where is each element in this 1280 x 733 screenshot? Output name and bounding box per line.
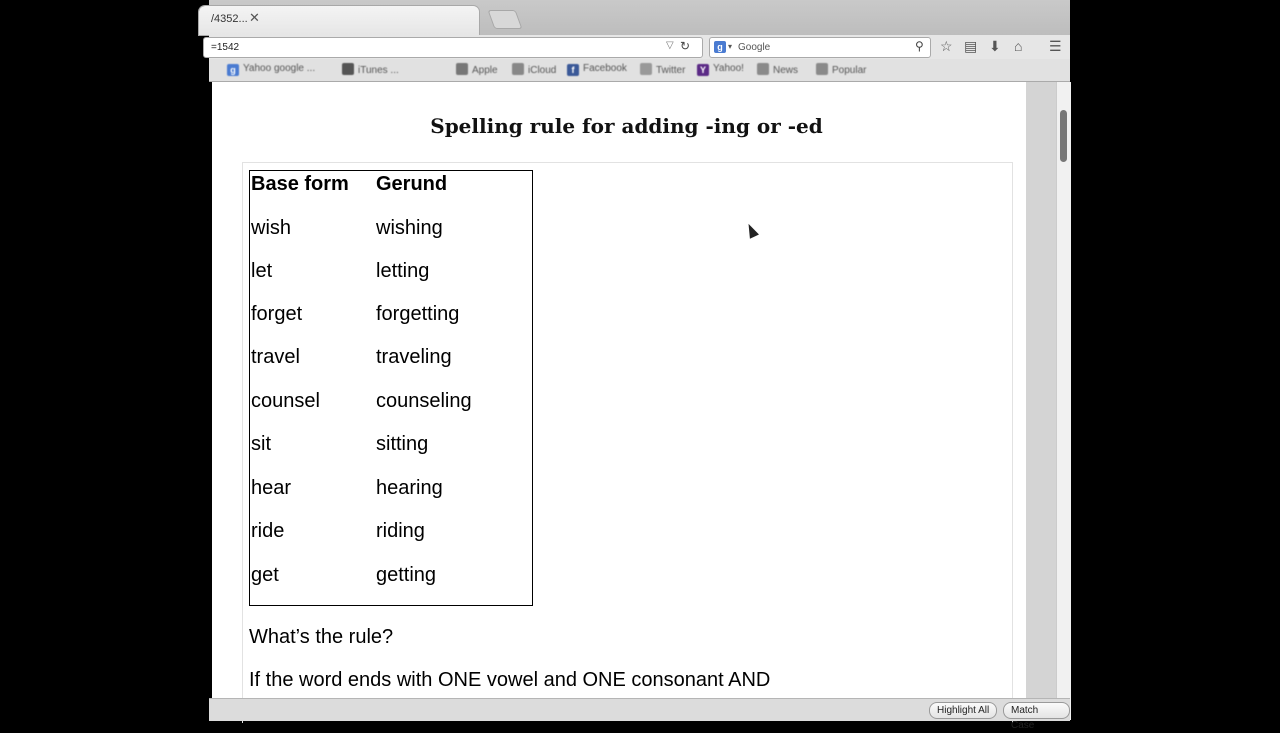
table-cell: forgetting bbox=[376, 303, 460, 325]
search-placeholder: Google bbox=[738, 42, 771, 53]
facebook-icon: f bbox=[567, 64, 579, 76]
bookmark-item[interactable] bbox=[227, 63, 315, 77]
table-cell: ride bbox=[251, 520, 285, 542]
table-cell: riding bbox=[376, 520, 425, 542]
table-cell: hearing bbox=[376, 477, 443, 499]
menu-icon[interactable]: ☰ bbox=[1049, 38, 1062, 54]
table-cell: get bbox=[251, 564, 279, 586]
page-title: Spelling rule for adding -ing or -ed bbox=[430, 114, 823, 138]
table-cell: counseling bbox=[376, 390, 472, 412]
toolbar bbox=[209, 35, 1070, 59]
home-icon[interactable]: ⌂ bbox=[1014, 38, 1023, 54]
bookmark-label: Yahoo google ... bbox=[243, 63, 316, 74]
bookmark-item[interactable] bbox=[342, 63, 399, 77]
yahoo-icon: Y bbox=[697, 64, 709, 76]
bookmark-label: iCloud bbox=[528, 65, 557, 76]
highlight-all-button[interactable]: Highlight All bbox=[929, 702, 997, 719]
bookmark-item[interactable] bbox=[456, 63, 498, 77]
apple-icon bbox=[456, 63, 468, 75]
table-cell: wish bbox=[251, 217, 292, 239]
bookmark-label: iTunes ... bbox=[358, 65, 399, 76]
address-bar[interactable] bbox=[203, 37, 703, 58]
bookmark-item[interactable] bbox=[512, 63, 556, 77]
bookmark-item[interactable] bbox=[640, 63, 685, 77]
bookmark-item[interactable] bbox=[757, 63, 798, 77]
cloud-icon bbox=[512, 63, 524, 75]
find-bar bbox=[209, 698, 1070, 731]
bookmark-label: Facebook bbox=[583, 63, 627, 74]
new-tab-button[interactable] bbox=[488, 10, 523, 29]
table-cell: getting bbox=[376, 564, 437, 586]
match-case-button[interactable]: Match Case bbox=[1003, 702, 1070, 719]
folder-icon bbox=[757, 63, 769, 75]
bookmark-star-icon[interactable]: ☆ bbox=[940, 38, 953, 54]
tab-active[interactable] bbox=[199, 6, 479, 35]
bookmark-label: News bbox=[773, 65, 799, 76]
history-dropdown-icon[interactable]: ▽ bbox=[666, 40, 674, 51]
table-cell: traveling bbox=[376, 346, 452, 368]
apple-icon bbox=[342, 63, 354, 75]
twitter-icon bbox=[640, 63, 652, 75]
rule-question: What’s the rule? bbox=[249, 626, 394, 648]
bookmark-label: Twitter bbox=[656, 65, 686, 76]
bookmarks-bar bbox=[209, 59, 1070, 82]
table-cell: letting bbox=[376, 260, 430, 282]
table-cell: hear bbox=[251, 477, 292, 499]
table-cell: sitting bbox=[376, 433, 429, 455]
bookmark-label: Popular bbox=[832, 65, 867, 76]
folder-icon bbox=[816, 63, 828, 75]
table-cell: let bbox=[251, 260, 273, 282]
scrollbar-thumb[interactable] bbox=[1060, 110, 1067, 162]
table-header: Base form bbox=[251, 173, 349, 195]
browser-window bbox=[209, 0, 1070, 731]
table-cell: travel bbox=[251, 346, 300, 368]
address-url: =1542 bbox=[211, 42, 240, 53]
google-icon: g bbox=[227, 64, 239, 76]
table-cell: forget bbox=[251, 303, 303, 325]
word-table bbox=[249, 170, 533, 606]
reload-icon[interactable]: ↻ bbox=[680, 39, 691, 53]
clipboard-icon[interactable]: ▤ bbox=[964, 38, 978, 54]
bookmark-item[interactable] bbox=[567, 63, 627, 77]
search-icon[interactable]: ⚲ bbox=[915, 39, 924, 53]
search-bar[interactable] bbox=[709, 37, 931, 58]
tab-close-icon[interactable]: ✕ bbox=[249, 10, 260, 25]
scrollbar[interactable] bbox=[1056, 82, 1071, 720]
rule-text: If the word ends with ONE vowel and ONE consonant AND bbox=[249, 669, 771, 691]
table-cell: sit bbox=[251, 433, 271, 455]
table-cell: wishing bbox=[376, 217, 443, 239]
google-icon[interactable]: g bbox=[714, 41, 726, 53]
bookmark-label: Apple bbox=[472, 65, 498, 76]
tab-title: /4352... bbox=[211, 13, 248, 25]
page-edge bbox=[209, 82, 212, 702]
table-header: Gerund bbox=[376, 173, 448, 195]
download-icon[interactable]: ⬇ bbox=[989, 38, 1001, 54]
bookmark-item[interactable] bbox=[816, 63, 866, 77]
bookmark-item[interactable] bbox=[697, 63, 744, 77]
table-cell: counsel bbox=[251, 390, 320, 412]
bookmark-label: Yahoo! bbox=[713, 63, 744, 74]
search-engine-dropdown-icon[interactable]: ▾ bbox=[728, 42, 733, 51]
tab-strip bbox=[209, 0, 1070, 35]
